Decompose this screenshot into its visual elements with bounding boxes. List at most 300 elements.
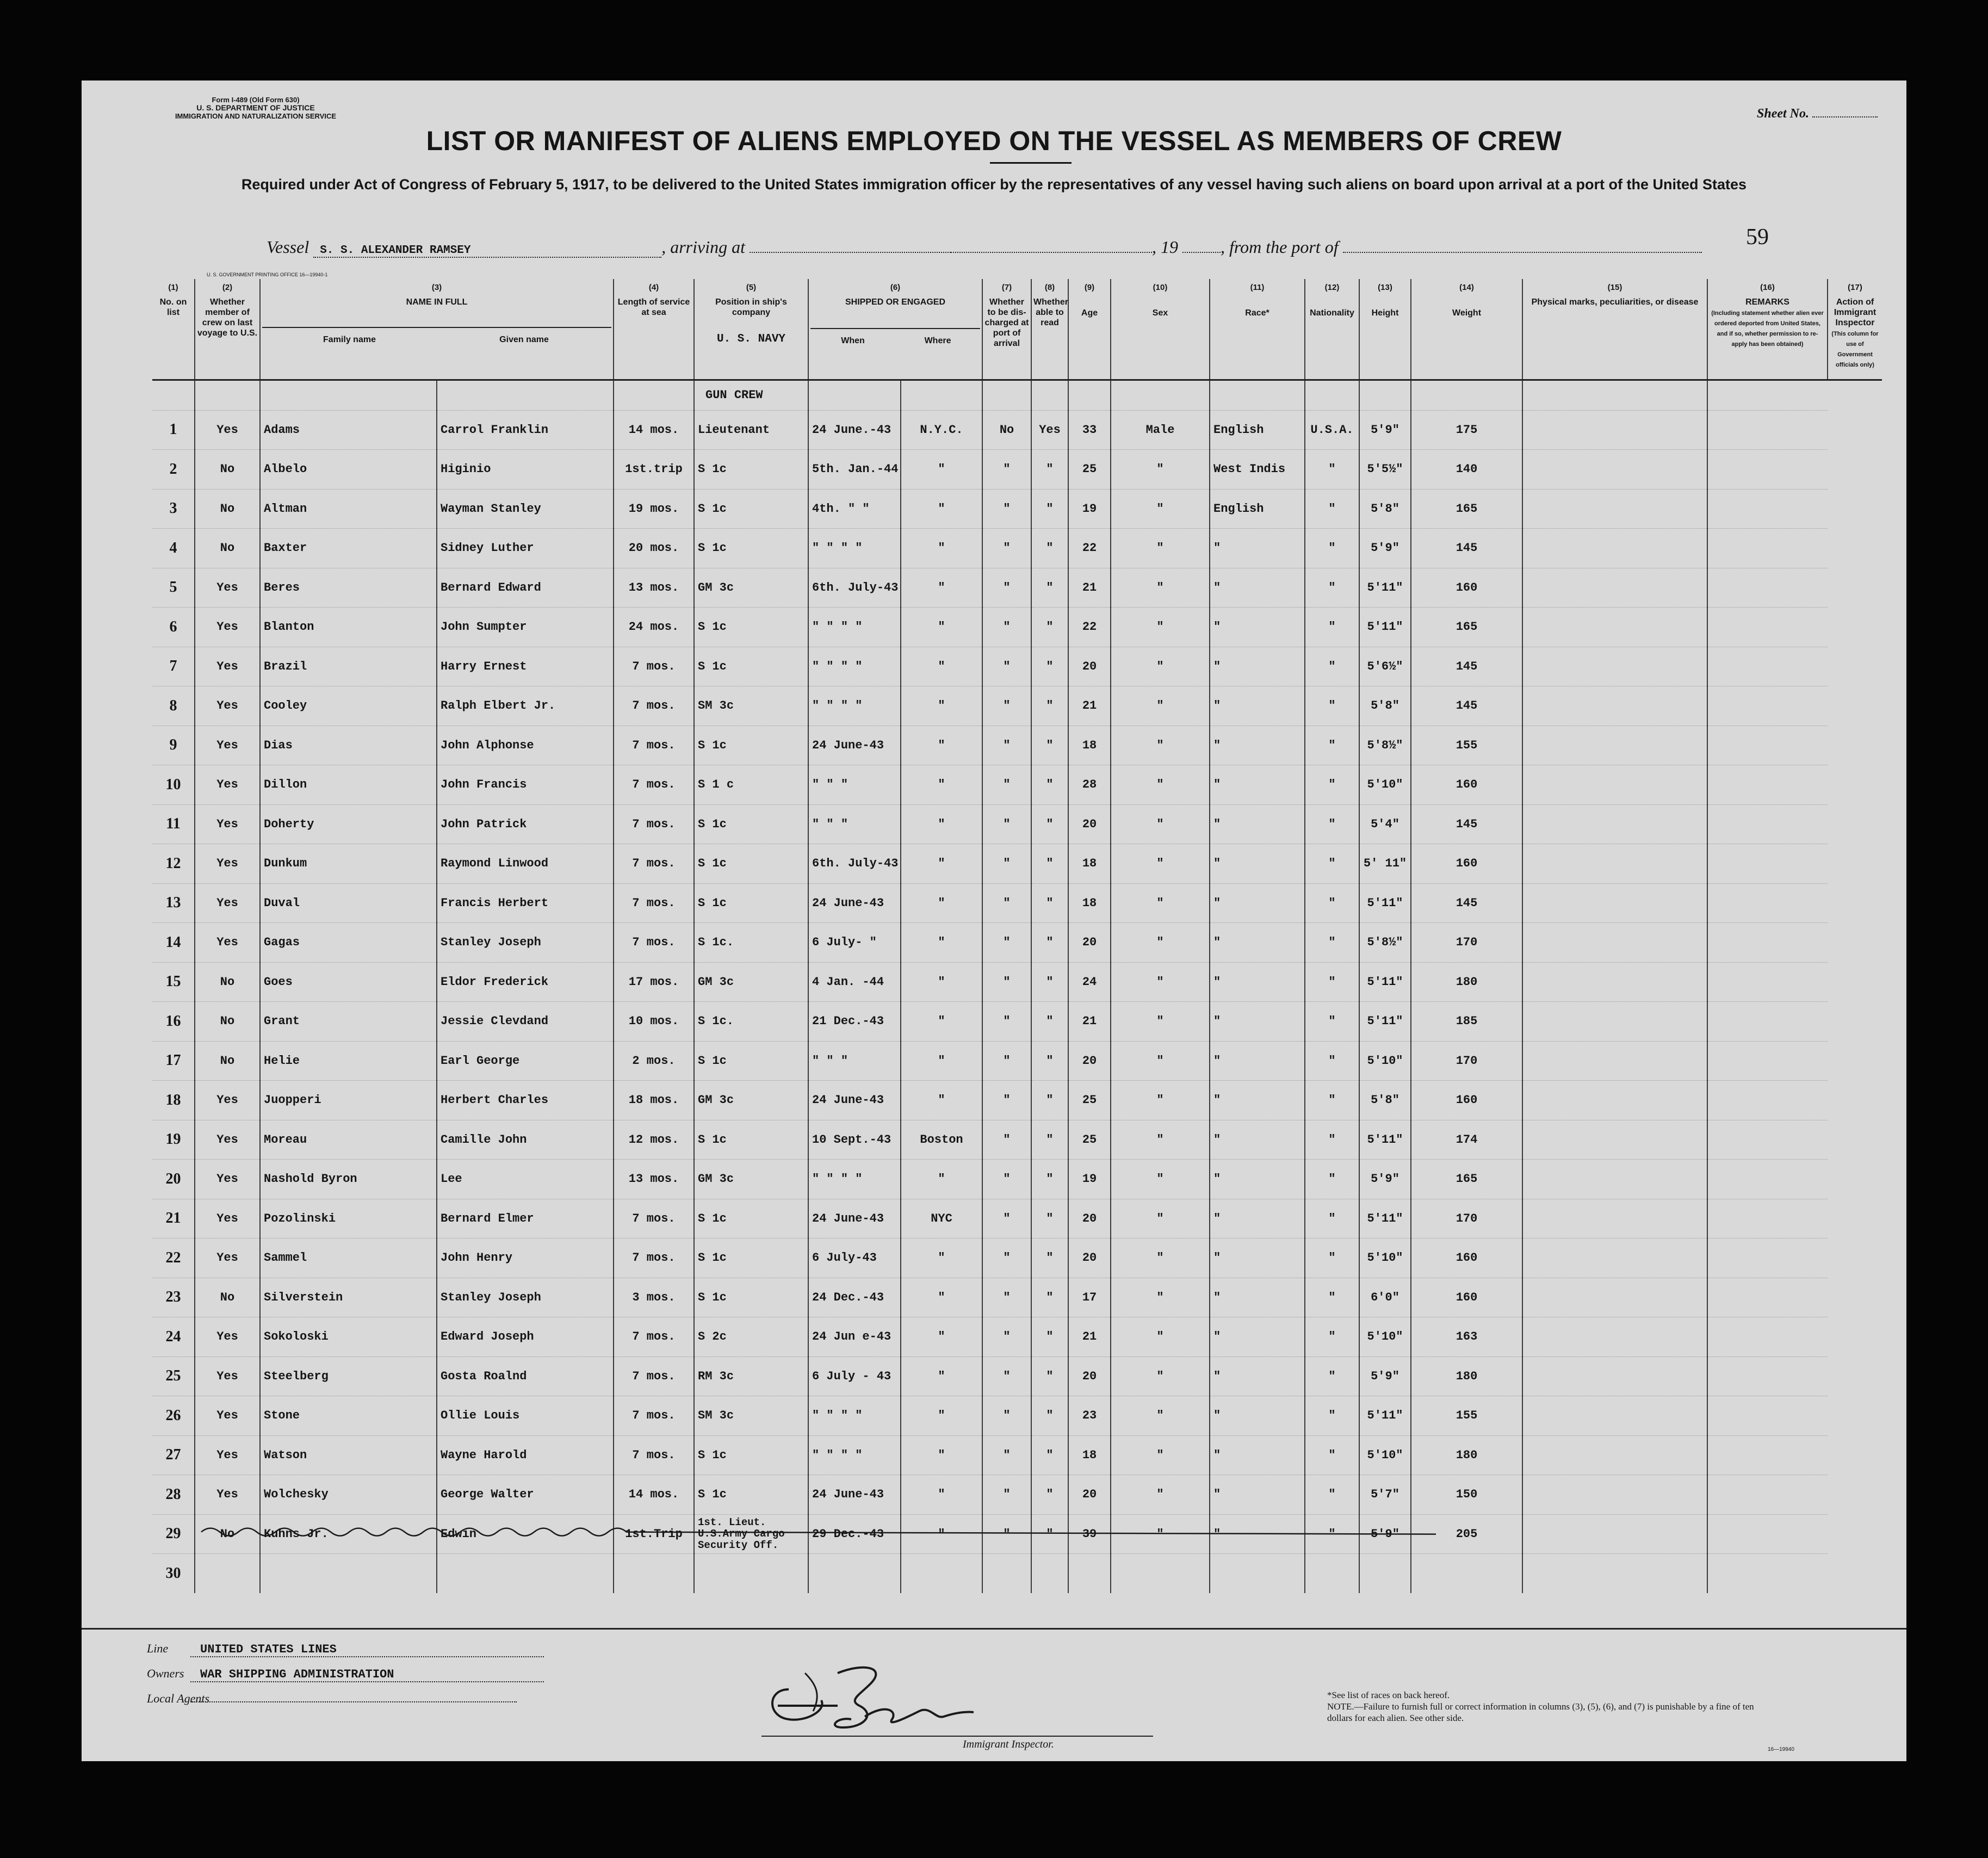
last-voyage-cell: Yes: [195, 1475, 260, 1515]
discharged-cell: ": [982, 568, 1031, 608]
age-cell: 28: [1068, 765, 1111, 805]
shipped-where-cell: ": [901, 1475, 982, 1515]
physical-marks-cell: [1522, 765, 1707, 805]
able-to-read-cell: ": [1031, 647, 1068, 686]
row-number: 1: [152, 410, 195, 450]
footer: [82, 1628, 1906, 1761]
race-cell: ": [1210, 726, 1305, 765]
last-voyage-cell: Yes: [195, 844, 260, 884]
nationality-cell: ": [1305, 529, 1359, 568]
crew-row: [152, 1435, 1882, 1475]
position-cell: S 1c: [694, 608, 808, 647]
weight-cell: 170: [1411, 1199, 1522, 1238]
remarks-cell: [1707, 1475, 1828, 1515]
position-cell: S 1c.: [694, 923, 808, 963]
physical-marks-cell: [1522, 1554, 1707, 1594]
service-length-cell: 17 mos.: [614, 962, 694, 1002]
shipped-where-cell: ": [901, 1081, 982, 1120]
last-voyage-cell: No: [195, 489, 260, 529]
height-cell: 5'10": [1359, 765, 1411, 805]
given-name-cell: George Walter: [437, 1475, 614, 1515]
crew-row: [152, 608, 1882, 647]
physical-marks-cell: [1522, 568, 1707, 608]
sex-cell: ": [1111, 568, 1210, 608]
service-length-cell: 7 mos.: [614, 1357, 694, 1396]
able-to-read-cell: ": [1031, 1238, 1068, 1278]
row-number: 28: [152, 1475, 195, 1515]
given-name-cell: Carrol Franklin: [437, 410, 614, 450]
age-cell: 20: [1068, 1357, 1111, 1396]
nationality-cell: ": [1305, 1081, 1359, 1120]
nationality-cell: ": [1305, 1041, 1359, 1081]
service-length-cell: 7 mos.: [614, 686, 694, 726]
nationality-cell: ": [1305, 844, 1359, 884]
age-cell: 20: [1068, 923, 1111, 963]
age-cell: 19: [1068, 489, 1111, 529]
weight-cell: 165: [1411, 489, 1522, 529]
header-name: (3) NAME IN FULL Family name Given name: [260, 279, 614, 380]
row-number: 5: [152, 568, 195, 608]
crew-row: [152, 647, 1882, 686]
discharged-cell: ": [982, 1475, 1031, 1515]
able-to-read-cell: ": [1031, 1002, 1068, 1042]
able-to-read-cell: ": [1031, 1081, 1068, 1120]
age-cell: 18: [1068, 844, 1111, 884]
position-cell: S 1c: [694, 1238, 808, 1278]
sheet-number-label: Sheet No.: [1757, 107, 1809, 121]
sex-cell: ": [1111, 1357, 1210, 1396]
race-cell: ": [1210, 804, 1305, 844]
height-cell: 5'11": [1359, 962, 1411, 1002]
race-cell: English: [1210, 410, 1305, 450]
remarks-cell: [1707, 1317, 1828, 1357]
discharged-cell: ": [982, 1396, 1031, 1436]
owners-value: WAR SHIPPING ADMINISTRATION: [190, 1668, 544, 1682]
shipped-where-cell: ": [901, 1160, 982, 1199]
physical-marks-cell: [1522, 529, 1707, 568]
physical-marks-cell: [1522, 1514, 1707, 1554]
shipped-when-cell: 24 Dec.-43: [808, 1278, 901, 1317]
service-length-cell: 1st.trip: [614, 450, 694, 490]
row-number: 17: [152, 1041, 195, 1081]
position-cell: S 1c: [694, 529, 808, 568]
crew-row: [152, 1514, 1882, 1554]
shipped-when-cell: " " " ": [808, 1435, 901, 1475]
given-name-cell: Raymond Linwood: [437, 844, 614, 884]
shipped-when-cell: 24 Jun e-43: [808, 1317, 901, 1357]
footer-note: [1327, 1689, 1762, 1724]
remarks-cell: [1707, 489, 1828, 529]
last-voyage-cell: No: [195, 1278, 260, 1317]
race-cell: ": [1210, 1199, 1305, 1238]
shipped-when-cell: " " " ": [808, 647, 901, 686]
physical-marks-cell: [1522, 883, 1707, 923]
height-cell: 6'0": [1359, 1278, 1411, 1317]
crew-row: [152, 844, 1882, 884]
physical-marks-cell: [1522, 647, 1707, 686]
height-cell: 5'11": [1359, 1199, 1411, 1238]
age-cell: 21: [1068, 1002, 1111, 1042]
given-name-cell: Earl George: [437, 1041, 614, 1081]
family-name-cell: Wolchesky: [260, 1475, 437, 1515]
service-length-cell: 7 mos.: [614, 726, 694, 765]
sheet-number: [1757, 107, 1878, 121]
weight-cell: 174: [1411, 1120, 1522, 1160]
family-name-cell: Stone: [260, 1396, 437, 1436]
able-to-read-cell: Yes: [1031, 410, 1068, 450]
physical-marks-cell: [1522, 1317, 1707, 1357]
weight-cell: 180: [1411, 962, 1522, 1002]
height-cell: 5'9": [1359, 410, 1411, 450]
age-cell: 21: [1068, 686, 1111, 726]
position-cell: S 1c: [694, 844, 808, 884]
shipped-where-cell: NYC: [901, 1199, 982, 1238]
position-cell: S 1c: [694, 489, 808, 529]
given-name-cell: Camille John: [437, 1120, 614, 1160]
service-length-cell: 7 mos.: [614, 844, 694, 884]
discharged-cell: ": [982, 489, 1031, 529]
crew-row: [152, 962, 1882, 1002]
age-cell: 18: [1068, 1435, 1111, 1475]
family-name-cell: Cooley: [260, 686, 437, 726]
sex-cell: ": [1111, 1002, 1210, 1042]
race-cell: ": [1210, 568, 1305, 608]
nationality-cell: ": [1305, 1514, 1359, 1554]
family-name-cell: Pozolinski: [260, 1199, 437, 1238]
physical-marks-cell: [1522, 804, 1707, 844]
discharged-cell: ": [982, 844, 1031, 884]
discharged-cell: No: [982, 410, 1031, 450]
crew-row: [152, 410, 1882, 450]
able-to-read-cell: ": [1031, 1278, 1068, 1317]
weight-cell: 160: [1411, 844, 1522, 884]
family-name-cell: Helie: [260, 1041, 437, 1081]
sex-cell: [1111, 1554, 1210, 1594]
weight-cell: 205: [1411, 1514, 1522, 1554]
row-number: 8: [152, 686, 195, 726]
header-navy: U. S. NAVY: [717, 333, 786, 345]
family-name-cell: Watson: [260, 1435, 437, 1475]
discharged-cell: ": [982, 529, 1031, 568]
row-number: 10: [152, 765, 195, 805]
race-cell: ": [1210, 1160, 1305, 1199]
position-cell: S 1c: [694, 1435, 808, 1475]
race-cell: ": [1210, 1317, 1305, 1357]
header-no: (1) No. on list: [152, 279, 195, 380]
given-name-cell: John Alphonse: [437, 726, 614, 765]
family-name-cell: Kuhns Jr.: [260, 1514, 437, 1554]
row-number: 11: [152, 804, 195, 844]
remarks-cell: [1707, 726, 1828, 765]
shipped-when-cell: 6 July- ": [808, 923, 901, 963]
remarks-cell: [1707, 1199, 1828, 1238]
header-family-name: Family name: [323, 335, 376, 344]
sex-cell: ": [1111, 450, 1210, 490]
given-name-cell: Stanley Joseph: [437, 1278, 614, 1317]
sex-cell: ": [1111, 529, 1210, 568]
shipped-when-cell: 21 Dec.-43: [808, 1002, 901, 1042]
race-cell: ": [1210, 1357, 1305, 1396]
row-number: 27: [152, 1435, 195, 1475]
sex-cell: ": [1111, 844, 1210, 884]
able-to-read-cell: ": [1031, 608, 1068, 647]
sex-cell: ": [1111, 726, 1210, 765]
discharged-cell: ": [982, 608, 1031, 647]
weight-cell: 145: [1411, 686, 1522, 726]
race-cell: ": [1210, 1435, 1305, 1475]
given-name-cell: Eldor Frederick: [437, 962, 614, 1002]
weight-cell: [1411, 1554, 1522, 1594]
able-to-read-cell: ": [1031, 568, 1068, 608]
header-service: (4) Length of service at sea: [614, 279, 694, 380]
able-to-read-cell: ": [1031, 1435, 1068, 1475]
last-voyage-cell: No: [195, 1041, 260, 1081]
able-to-read-cell: ": [1031, 1317, 1068, 1357]
height-cell: 5'4": [1359, 804, 1411, 844]
able-to-read-cell: ": [1031, 686, 1068, 726]
position-cell: S 2c: [694, 1317, 808, 1357]
service-length-cell: 1st.Trip: [614, 1514, 694, 1554]
sex-cell: ": [1111, 686, 1210, 726]
last-voyage-cell: Yes: [195, 568, 260, 608]
discharged-cell: ": [982, 1041, 1031, 1081]
shipped-where-cell: ": [901, 1278, 982, 1317]
able-to-read-cell: ": [1031, 1041, 1068, 1081]
given-name-cell: Edwin: [437, 1514, 614, 1554]
last-voyage-cell: Yes: [195, 1238, 260, 1278]
weight-cell: 160: [1411, 1278, 1522, 1317]
row-number: 15: [152, 962, 195, 1002]
race-cell: ": [1210, 1238, 1305, 1278]
sex-cell: ": [1111, 1396, 1210, 1436]
position-cell: 1st. Lieut. U.S.Army Cargo Security Off.: [694, 1514, 808, 1554]
service-length-cell: 20 mos.: [614, 529, 694, 568]
form-info: [141, 96, 370, 120]
agents-label: Local Agents: [147, 1692, 210, 1705]
service-length-cell: [614, 1554, 694, 1594]
crew-row: [152, 1002, 1882, 1042]
race-cell: ": [1210, 1002, 1305, 1042]
physical-marks-cell: [1522, 450, 1707, 490]
service-length-cell: 7 mos.: [614, 1199, 694, 1238]
row-number: 29: [152, 1514, 195, 1554]
row-number: 23: [152, 1278, 195, 1317]
crew-row: [152, 1475, 1882, 1515]
family-name-cell: Dias: [260, 726, 437, 765]
race-cell: ": [1210, 1120, 1305, 1160]
age-cell: 23: [1068, 1396, 1111, 1436]
crew-manifest-table: [152, 279, 1882, 1593]
able-to-read-cell: ": [1031, 1160, 1068, 1199]
sex-cell: ": [1111, 1238, 1210, 1278]
weight-cell: 145: [1411, 883, 1522, 923]
header-discharged: (7) Whether to be dis-charged at port of arrival: [982, 279, 1031, 380]
age-cell: 25: [1068, 1120, 1111, 1160]
race-cell: ": [1210, 1514, 1305, 1554]
header-height: (13) Height: [1359, 279, 1411, 380]
last-voyage-cell: Yes: [195, 923, 260, 963]
crew-row: [152, 726, 1882, 765]
last-voyage-cell: No: [195, 529, 260, 568]
discharged-cell: ": [982, 1278, 1031, 1317]
weight-cell: 140: [1411, 450, 1522, 490]
race-cell: ": [1210, 647, 1305, 686]
penalty-note: NOTE.—Failure to furnish full or correct information in columns (3), (5), (6), and (7) is punishable by a fine of ten dollars for each alien. See other side.: [1327, 1701, 1754, 1723]
weight-cell: 180: [1411, 1357, 1522, 1396]
agents-value: [190, 1701, 517, 1702]
age-cell: 21: [1068, 568, 1111, 608]
section-label: GUN CREW: [694, 380, 808, 410]
shipped-when-cell: 6th. July-43: [808, 844, 901, 884]
family-name-cell: Sokoloski: [260, 1317, 437, 1357]
nationality-cell: ": [1305, 726, 1359, 765]
remarks-cell: [1707, 1120, 1828, 1160]
family-name-cell: Steelberg: [260, 1357, 437, 1396]
race-cell: ": [1210, 962, 1305, 1002]
nationality-cell: ": [1305, 568, 1359, 608]
race-cell: ": [1210, 1041, 1305, 1081]
crew-row: [152, 1317, 1882, 1357]
header-age: (9) Age: [1068, 279, 1111, 380]
sex-cell: ": [1111, 1041, 1210, 1081]
service-length-cell: 13 mos.: [614, 1160, 694, 1199]
shipped-where-cell: ": [901, 489, 982, 529]
row-number: 6: [152, 608, 195, 647]
family-name-cell: Beres: [260, 568, 437, 608]
position-cell: S 1c: [694, 1199, 808, 1238]
page-number: 59: [1746, 225, 1769, 250]
shipped-where-cell: ": [901, 804, 982, 844]
given-name-cell: John Henry: [437, 1238, 614, 1278]
shipped-where-cell: ": [901, 962, 982, 1002]
service-name: IMMIGRATION AND NATURALIZATION SERVICE: [175, 112, 337, 120]
remarks-cell: [1707, 1160, 1828, 1199]
nationality-cell: ": [1305, 883, 1359, 923]
given-name-cell: John Francis: [437, 765, 614, 805]
physical-marks-cell: [1522, 1002, 1707, 1042]
sex-cell: Male: [1111, 410, 1210, 450]
family-name-cell: Dunkum: [260, 844, 437, 884]
position-cell: [694, 1554, 808, 1594]
given-name-cell: Ollie Louis: [437, 1396, 614, 1436]
shipped-where-cell: ": [901, 686, 982, 726]
race-cell: ": [1210, 883, 1305, 923]
discharged-cell: ": [982, 1160, 1031, 1199]
height-cell: 5'9": [1359, 1514, 1411, 1554]
service-length-cell: 3 mos.: [614, 1278, 694, 1317]
shipped-where-cell: ": [901, 883, 982, 923]
manifest-sheet: [82, 80, 1906, 1761]
able-to-read-cell: ": [1031, 489, 1068, 529]
age-cell: 33: [1068, 410, 1111, 450]
physical-marks-cell: [1522, 844, 1707, 884]
family-name-cell: Albelo: [260, 450, 437, 490]
last-voyage-cell: [195, 1554, 260, 1594]
last-voyage-cell: No: [195, 962, 260, 1002]
physical-marks-cell: [1522, 962, 1707, 1002]
sex-cell: ": [1111, 1199, 1210, 1238]
given-name-cell: Gosta Roalnd: [437, 1357, 614, 1396]
shipped-when-cell: 29 Dec.-43: [808, 1514, 901, 1554]
last-voyage-cell: Yes: [195, 883, 260, 923]
remarks-cell: [1707, 923, 1828, 963]
shipped-where-cell: ": [901, 1317, 982, 1357]
remarks-cell: [1707, 1435, 1828, 1475]
able-to-read-cell: ": [1031, 1514, 1068, 1554]
race-cell: ": [1210, 765, 1305, 805]
crew-row: [152, 1238, 1882, 1278]
weight-cell: 160: [1411, 1081, 1522, 1120]
position-cell: S 1 c: [694, 765, 808, 805]
service-length-cell: 7 mos.: [614, 883, 694, 923]
weight-cell: 150: [1411, 1475, 1522, 1515]
able-to-read-cell: ": [1031, 1396, 1068, 1436]
given-name-cell: Wayman Stanley: [437, 489, 614, 529]
sex-cell: ": [1111, 804, 1210, 844]
height-cell: 5'5½": [1359, 450, 1411, 490]
last-voyage-cell: Yes: [195, 1160, 260, 1199]
last-voyage-cell: Yes: [195, 1357, 260, 1396]
nationality-cell: ": [1305, 1396, 1359, 1436]
race-cell: ": [1210, 1081, 1305, 1120]
family-name-cell: Moreau: [260, 1120, 437, 1160]
service-length-cell: 19 mos.: [614, 489, 694, 529]
last-voyage-cell: Yes: [195, 1396, 260, 1436]
physical-marks-cell: [1522, 1160, 1707, 1199]
shipped-when-cell: 24 June.-43: [808, 410, 901, 450]
crew-row: [152, 450, 1882, 490]
given-name-cell: Bernard Edward: [437, 568, 614, 608]
family-name-cell: Adams: [260, 410, 437, 450]
row-number: 16: [152, 1002, 195, 1042]
header-race: (11) Race*: [1210, 279, 1305, 380]
row-number: 18: [152, 1081, 195, 1120]
shipped-when-cell: " " " ": [808, 686, 901, 726]
row-number: 19: [152, 1120, 195, 1160]
crew-row: [152, 1120, 1882, 1160]
remarks-cell: [1707, 765, 1828, 805]
age-cell: 20: [1068, 1475, 1111, 1515]
shipped-where-cell: ": [901, 608, 982, 647]
position-cell: S 1c: [694, 804, 808, 844]
shipped-when-cell: 24 June-43: [808, 1475, 901, 1515]
physical-marks-cell: [1522, 1199, 1707, 1238]
weight-cell: 165: [1411, 1160, 1522, 1199]
races-note: *See list of races on back hereof.: [1327, 1690, 1450, 1700]
last-voyage-cell: Yes: [195, 686, 260, 726]
last-voyage-cell: Yes: [195, 804, 260, 844]
service-length-cell: 2 mos.: [614, 1041, 694, 1081]
last-voyage-cell: Yes: [195, 1120, 260, 1160]
shipped-where-cell: ": [901, 568, 982, 608]
discharged-cell: ": [982, 1317, 1031, 1357]
age-cell: 18: [1068, 883, 1111, 923]
owners-field: [147, 1667, 544, 1682]
shipped-when-cell: 6 July - 43: [808, 1357, 901, 1396]
crew-row: [152, 1041, 1882, 1081]
discharged-cell: [982, 1554, 1031, 1594]
height-cell: 5'11": [1359, 1002, 1411, 1042]
shipped-where-cell: ": [901, 923, 982, 963]
crew-row: [152, 1278, 1882, 1317]
row-number: 26: [152, 1396, 195, 1436]
last-voyage-cell: Yes: [195, 647, 260, 686]
sex-cell: ": [1111, 962, 1210, 1002]
shipped-where-cell: ": [901, 647, 982, 686]
last-voyage-cell: Yes: [195, 765, 260, 805]
age-cell: 20: [1068, 804, 1111, 844]
height-cell: 5'8½": [1359, 923, 1411, 963]
